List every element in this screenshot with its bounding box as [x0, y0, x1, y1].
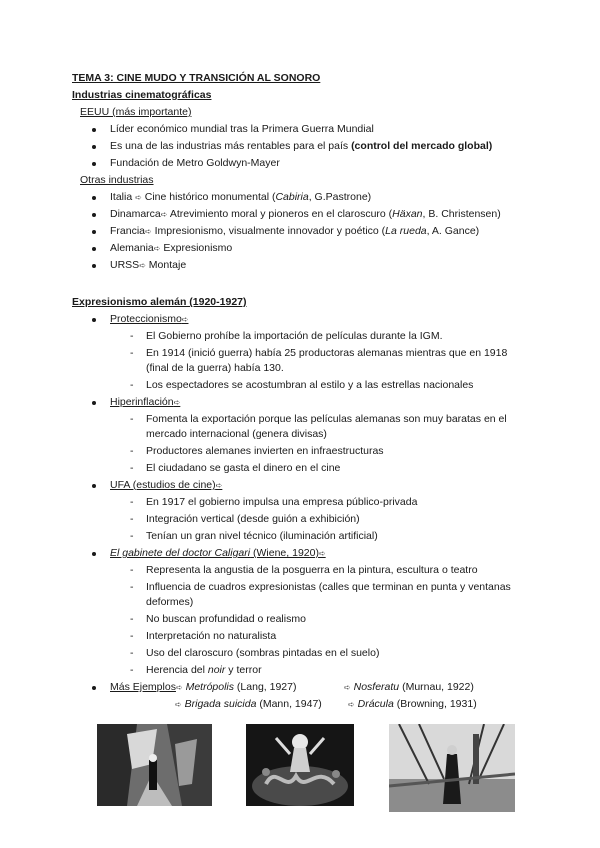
dash-icon: -	[130, 413, 134, 425]
sub-item: En 1917 el gobierno impulsa una empresa público-privada	[146, 496, 418, 508]
film-nosferatu: ➪ Nosferatu (Murnau, 1922)	[344, 681, 474, 693]
arrow-icon: ➪	[153, 244, 161, 253]
bullet-icon	[92, 213, 96, 217]
section-heading-industrias: Industrias cinematográficas	[72, 89, 212, 101]
dash-icon: -	[130, 379, 134, 391]
arrow-icon: ➪	[318, 549, 326, 558]
topic-ufa: UFA (estudios de cine)➪	[110, 479, 223, 491]
sub-item: Los espectadores se acostumbran al estilo y a las estrellas nacionales	[146, 379, 474, 391]
arrow-icon: ➪	[344, 683, 351, 692]
bullet-icon	[92, 264, 96, 268]
dash-icon: -	[130, 664, 134, 676]
arrow-icon: ➪	[139, 261, 146, 270]
dash-icon: -	[130, 530, 134, 542]
sub-item: El Gobierno prohíbe la importación de películas durante la IGM.	[146, 330, 443, 342]
topic-ejemplos: Más Ejemplos➪ Metrópolis (Lang, 1927)	[110, 681, 297, 693]
sub-item: Representa la angustia de la posguerra en la pintura, escultura o teatro	[146, 564, 478, 576]
dash-icon: -	[130, 496, 134, 508]
dash-icon: -	[130, 330, 134, 342]
dash-icon: -	[130, 462, 134, 474]
topic-proteccionismo: Proteccionismo➪	[110, 313, 189, 325]
film-still-metropolis	[246, 724, 354, 806]
dash-icon: -	[130, 613, 134, 625]
sub-item: Uso del claroscuro (sombras pintadas en el suelo)	[146, 647, 380, 659]
list-item: Es una de las industrias más rentables para el país (control del mercado global)	[110, 140, 493, 152]
list-item: Líder económico mundial tras la Primera Guerra Mundial	[110, 123, 374, 135]
bullet-icon	[92, 196, 96, 200]
section-heading-expresionismo: Expresionismo alemán (1920-1927)	[72, 296, 247, 308]
dash-icon: -	[130, 630, 134, 642]
list-item: URSS➪ Montaje	[110, 259, 187, 271]
list-item: Francia➪ Impresionismo, visualmente innovador y poético (La rueda, A. Gance)	[110, 225, 480, 237]
list-item: Italia ➪ Cine histórico monumental (Cabiria, G.Pastrone)	[110, 191, 372, 203]
bullet-icon	[92, 401, 96, 405]
sub-item: Fomenta la exportación porque las películas alemanas son muy baratas en el	[146, 413, 507, 425]
bullet-icon	[92, 484, 96, 488]
dash-icon: -	[130, 513, 134, 525]
dash-icon: -	[130, 581, 134, 593]
arrow-icon: ➪	[145, 227, 152, 236]
sub-item-continued: mercado internacional (genera divisas)	[146, 428, 327, 440]
film-dracula: ➪ Drácula (Browning, 1931)	[348, 698, 477, 710]
sub-item-continued: (final de la guerra) había 130.	[146, 362, 284, 374]
bullet-icon	[92, 552, 96, 556]
sub-item: En 1914 (inició guerra) había 25 productoras alemanas mientras que en 1918	[146, 347, 508, 359]
sub-item: El ciudadano se gasta el dinero en el cine	[146, 462, 341, 474]
list-item: Fundación de Metro Goldwyn-Mayer	[110, 157, 280, 169]
sub-item: Tenían un gran nivel técnico (iluminación artificial)	[146, 530, 378, 542]
arrow-icon: ➪	[181, 315, 189, 324]
dash-icon: -	[130, 564, 134, 576]
sub-item: Influencia de cuadros expresionistas (calles que terminan en punta y ventanas	[146, 581, 511, 593]
subheading-otras: Otras industrias	[80, 174, 154, 186]
bullet-icon	[92, 145, 96, 149]
film-brigada-suicida: ➪ Brigada suicida (Mann, 1947)	[175, 698, 322, 710]
bullet-icon	[92, 230, 96, 234]
document-title: TEMA 3: CINE MUDO Y TRANSICIÓN AL SONORO	[72, 72, 321, 84]
topic-caligari: El gabinete del doctor Caligari (Wiene, 1920)➪	[110, 547, 326, 559]
bullet-icon	[92, 247, 96, 251]
topic-hiperinflacion: Hiperinflación➪	[110, 396, 181, 408]
sub-item-continued: deformes)	[146, 596, 194, 608]
arrow-icon: ➪	[175, 700, 182, 709]
sub-item: Productores alemanes invierten en infraestructuras	[146, 445, 384, 457]
sub-item: Integración vertical (desde guión a exhibición)	[146, 513, 360, 525]
subheading-eeuu: EEUU (más importante)	[80, 106, 192, 118]
bullet-icon	[92, 686, 96, 690]
dash-icon: -	[130, 647, 134, 659]
arrow-icon: ➪	[215, 481, 223, 490]
arrow-icon: ➪	[160, 210, 168, 219]
film-still-nosferatu	[389, 724, 515, 812]
arrow-icon: ➪	[348, 700, 355, 709]
bullet-icon	[92, 318, 96, 322]
arrow-icon: ➪	[135, 193, 142, 202]
sub-item: Herencia del noir y terror	[146, 664, 262, 676]
list-item: Alemania➪ Expresionismo	[110, 242, 233, 254]
bullet-icon	[92, 162, 96, 166]
dash-icon: -	[130, 347, 134, 359]
arrow-icon: ➪	[173, 398, 181, 407]
list-item: Dinamarca➪ Atrevimiento moral y pioneros en el claroscuro (Häxan, B. Christensen)	[110, 208, 501, 220]
bullet-icon	[92, 128, 96, 132]
dash-icon: -	[130, 445, 134, 457]
arrow-icon: ➪	[175, 683, 183, 692]
sub-item: Interpretación no naturalista	[146, 630, 277, 642]
film-still-caligari	[97, 724, 212, 806]
sub-item: No buscan profundidad o realismo	[146, 613, 306, 625]
